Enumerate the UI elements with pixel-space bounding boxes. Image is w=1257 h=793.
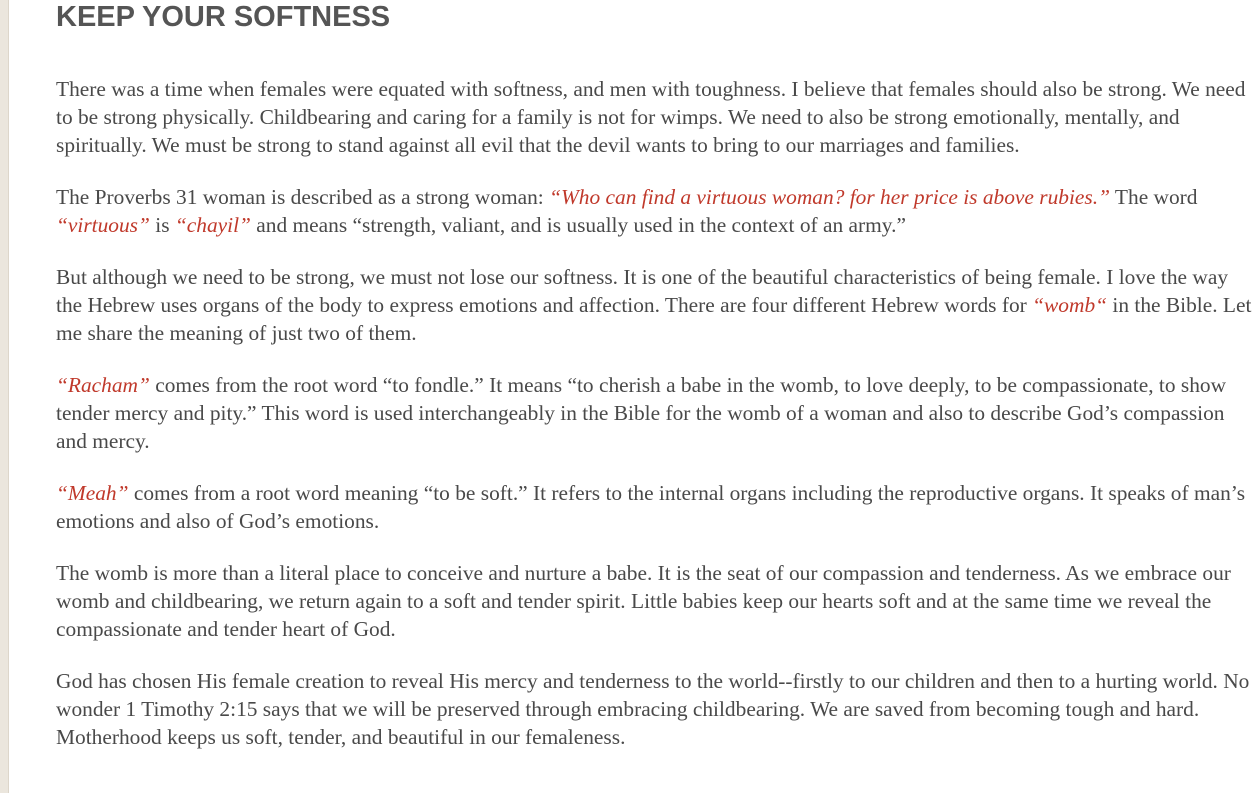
paragraph-5-text-1: comes from a root word meaning “to be soft.” It refers to the internal organs including the reproductive organs. It speaks of man’s emotions and also of God’s emotions. <box>56 481 1246 533</box>
paragraph-3-text-2: in the Bible. Let me share the meaning of just two of them. <box>56 293 1252 345</box>
paragraph-5 <box>56 479 1252 535</box>
paragraph-2-text-2: The word <box>1109 185 1198 209</box>
proverbs-quote: “Who can find a virtuous woman? for her price is above rubies.” <box>549 185 1110 209</box>
paragraph-1: There was a time when females were equated with softness, and men with toughness. I believe that females should also be strong. We need to be strong physically. Childbearing and caring for a family is not for wimps. We need to also be strong emotionally, mentally, and spiritually. We must be strong to stand against all evil that the devil wants to bring to our marriages and families. <box>56 77 1246 157</box>
article-content <box>56 0 1252 751</box>
paragraph-6: The womb is more than a literal place to conceive and nurture a babe. It is the seat of our compassion and tenderness. As we embrace our womb and childbearing, we return again to a soft and tender spirit. Little babies keep our hearts soft and at the same time we reveal the compassionate and tender heart of God. <box>56 561 1231 641</box>
chayil-term: “chayil” <box>174 213 251 237</box>
paragraph-7: God has chosen His female creation to reveal His mercy and tenderness to the world--firstly to our children and then to a hurting world. No wonder 1 Timothy 2:15 says that we will be preserved through embracing childbearing. We are saved from becoming tough and hard. Motherhood keeps us soft, tender, and beautiful in our femaleness. <box>56 669 1250 749</box>
paragraph-4-text-1: comes from the root word “to fondle.” It means “to cherish a babe in the womb, to love deeply, to be compassionate, to show tender mercy and pity.” This word is used interchangeably in the Bible for the womb of a woman and also to describe God’s compassion and mercy. <box>56 373 1227 453</box>
paragraph-3-text-1: But although we need to be strong, we must not lose our softness. It is one of the beautiful characteristics of being female. I love the way the Hebrew uses organs of the body to express emotions and affection. There are four different Hebrew words for <box>56 265 1229 317</box>
paragraph-2 <box>56 183 1252 239</box>
paragraph-2-text-1: The Proverbs 31 woman is described as a strong woman: <box>56 185 550 209</box>
womb-term: “womb“ <box>1032 293 1108 317</box>
paragraph-4 <box>56 371 1252 455</box>
left-margin-strip <box>0 0 9 793</box>
racham-term: “Racham” <box>56 373 150 397</box>
article-title: KEEP YOUR SOFTNESS <box>56 1 391 33</box>
paragraph-2-text-4: and means “strength, valiant, and is usually used in the context of an army.” <box>250 213 906 237</box>
paragraph-2-text-3: is <box>149 213 175 237</box>
paragraph-3 <box>56 263 1252 347</box>
virtuous-term: “virtuous” <box>56 213 150 237</box>
meah-term: “Meah” <box>56 481 129 505</box>
